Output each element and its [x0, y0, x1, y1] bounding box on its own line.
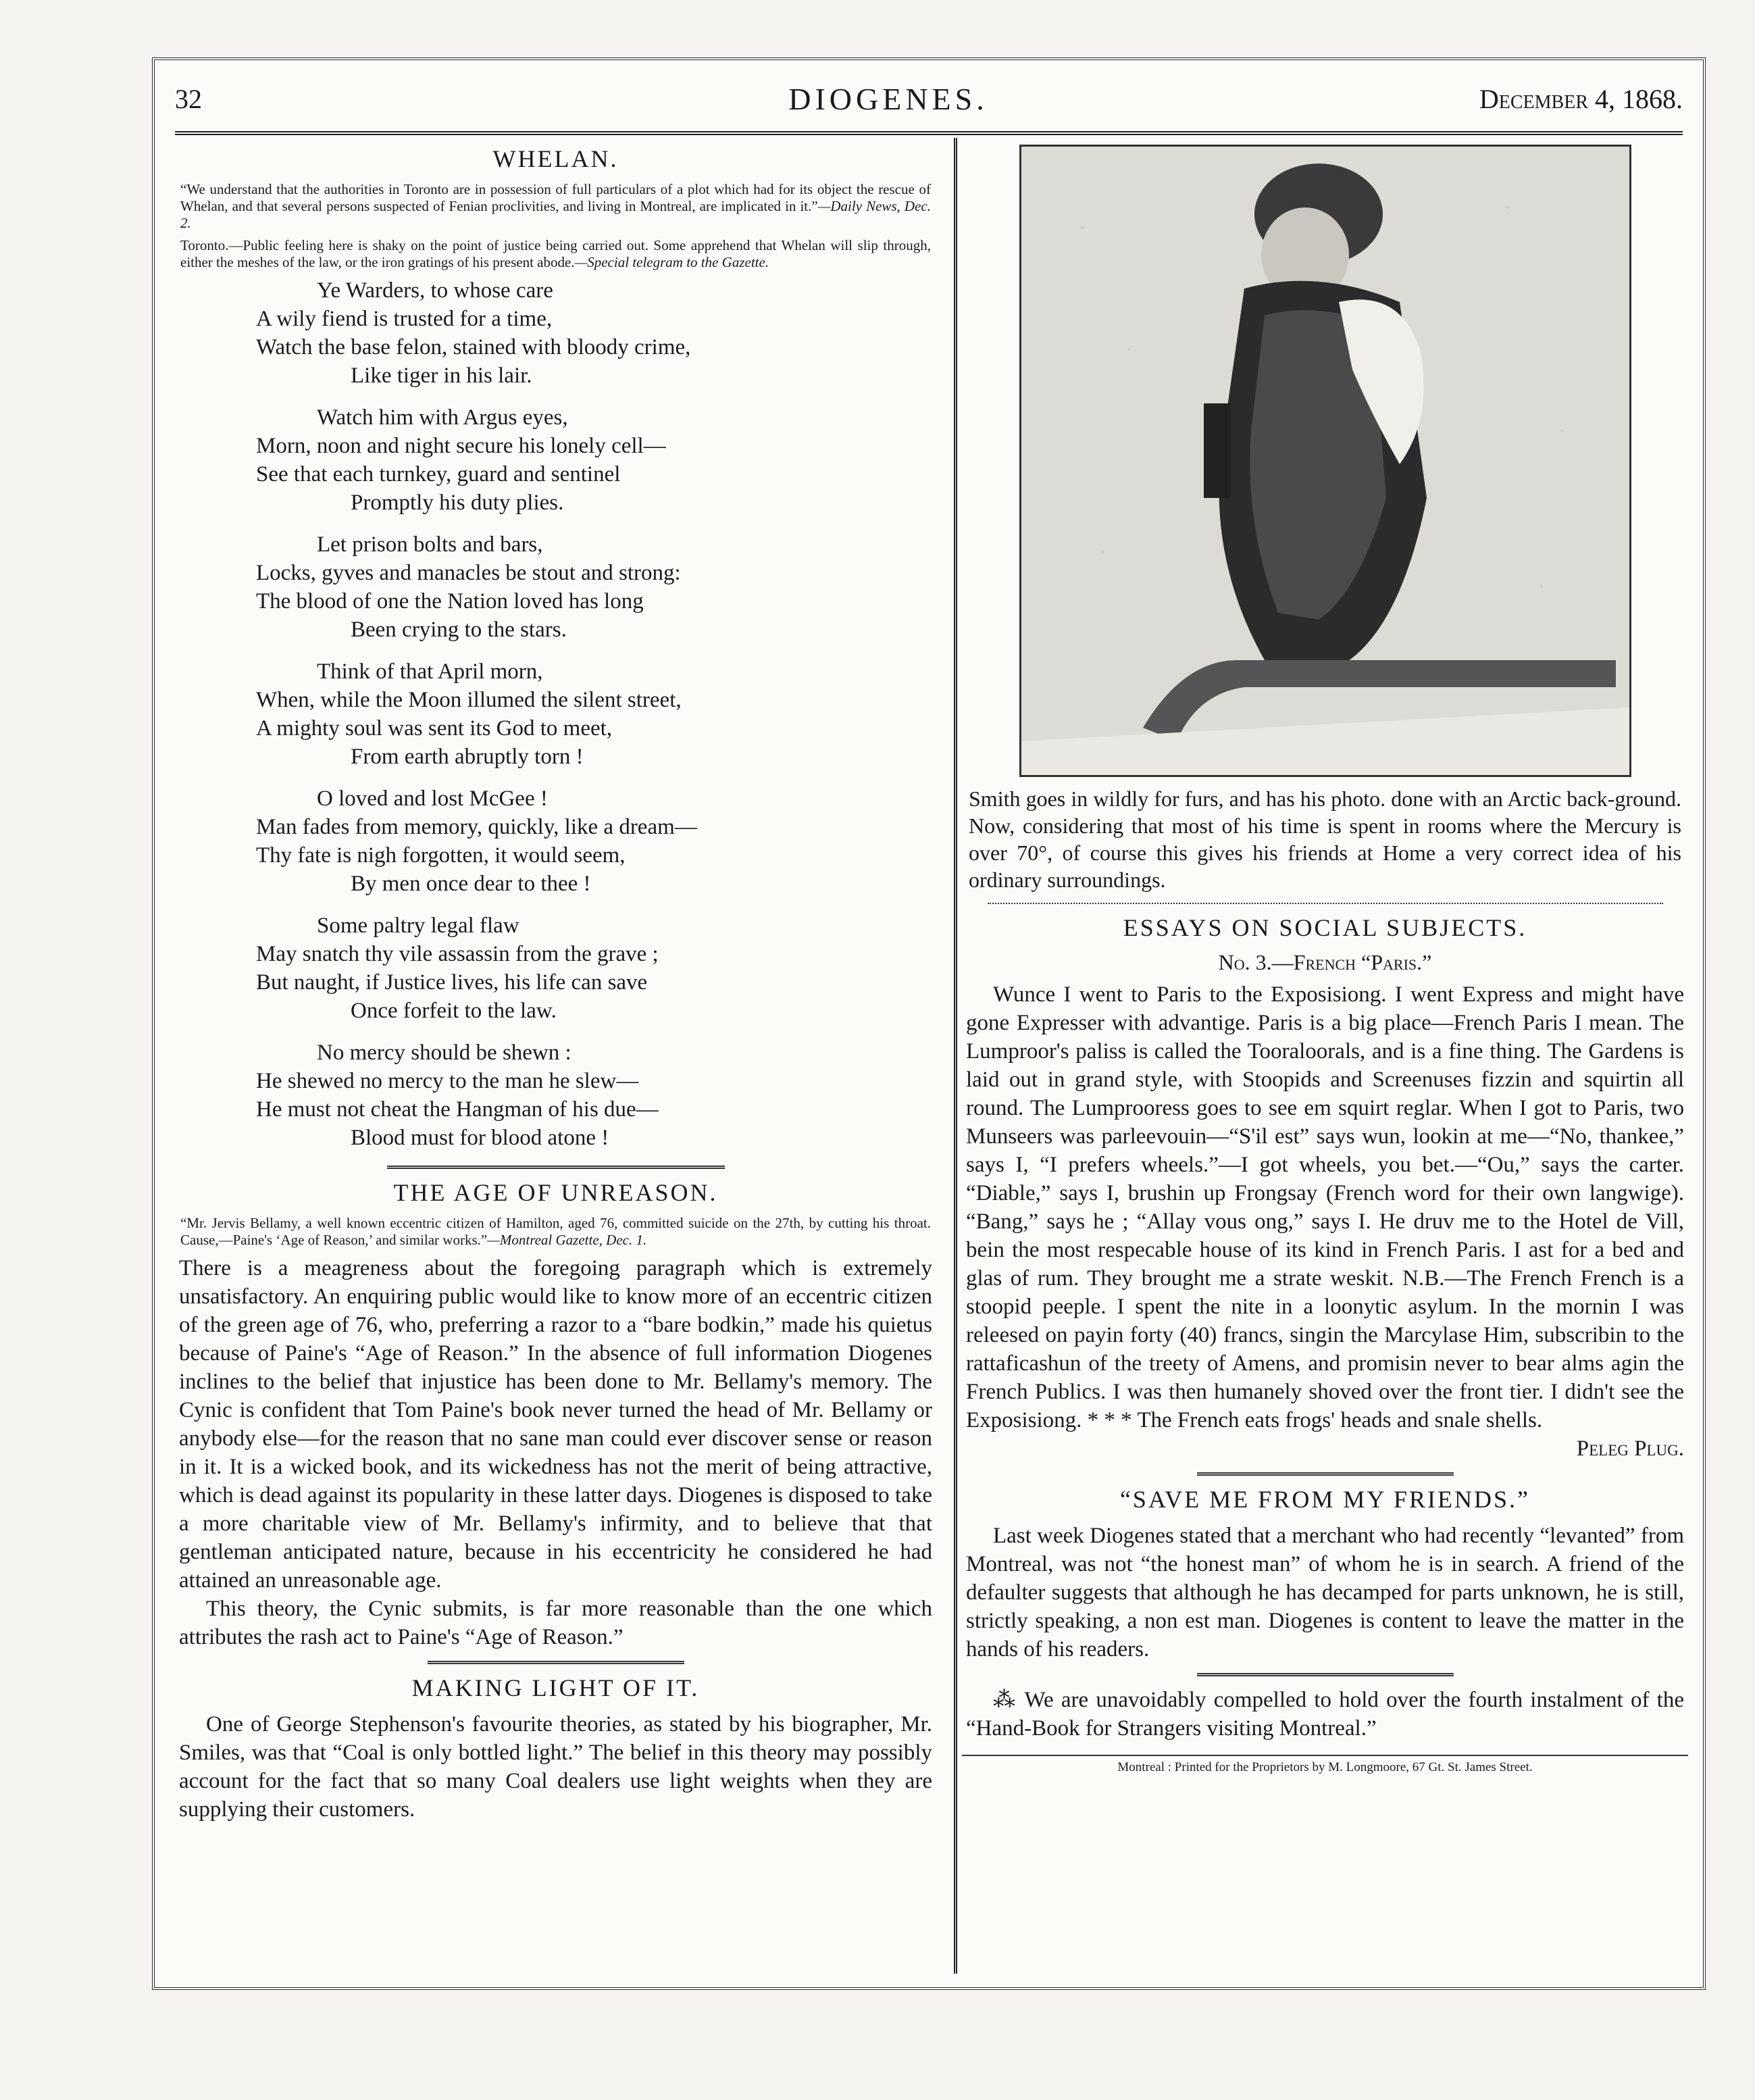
- light-title: MAKING LIGHT OF IT.: [411, 1674, 700, 1701]
- arctic-fur-illustration: [1019, 145, 1631, 777]
- masthead: [175, 67, 1683, 135]
- whelan-title: WHELAN.: [492, 145, 619, 172]
- poem-stanza: No mercy should be shewn : He shewed no mercy to the man he slew— He must not cheat the Hangman of his due— Blood must for blood atone !: [256, 1041, 659, 1150]
- section-rule: [1197, 1673, 1454, 1676]
- illustration-caption: Smith goes in wildly for furs, and has his photo. done with an Arctic back-ground. Now, considering that most of his time is spent in rooms where the Mercury is over 70°, of course this gives his friends at Home a very correct idea of his ordinary surroundings.: [969, 786, 1681, 892]
- poem-stanza: O loved and lost McGee ! Man fades from memory, quickly, like a dream— Thy fate is nigh forgotten, it would seem, By men once dear to thee !: [256, 786, 697, 896]
- poem-stanza: Let prison bolts and bars, Locks, gyves and manacles be stout and strong: The blood of one the Nation loved has long Been crying to the stars.: [256, 532, 681, 642]
- unreason-epigraph: “Mr. Jervis Bellamy, a well known eccentric citizen of Hamilton, aged 76, committed suicide on the 27th, by cutting his throat. Cause,—Paine's ‘Age of Reason,’ and similar works.”—Montreal Gazette, Dec. 1.: [180, 1215, 931, 1248]
- poem-stanza: Ye Warders, to whose care A wily fiend is trusted for a time, Watch the base felon, stained with bloody crime, Like tiger in his lair.: [256, 278, 691, 388]
- page-number: 32: [175, 84, 202, 114]
- section-rule: [988, 903, 1663, 904]
- unreason-title: THE AGE OF UNREASON.: [393, 1179, 718, 1206]
- section-rule: [387, 1166, 725, 1169]
- section-rule: [428, 1661, 684, 1664]
- left-column: [175, 138, 948, 1974]
- essay-signature: Peleg Plug.: [1576, 1436, 1684, 1461]
- poem-stanza: Some paltry legal flaw May snatch thy vile assassin from the grave ; But naught, if Justice lives, his life can save Once forfeit to the law.: [256, 914, 659, 1023]
- unreason-body: There is a meagreness about the foregoing paragraph which is extremely unsatisfactory. An enquiring public would like to know more of an eccentric citizen of the green age of 76, who, preferring a razor to a “bare bodkin,” made his quietus because of Paine's “Age of Reason.” In the absence of full information Diogenes inclines to the belief that injustice has been done to Mr. Bellamy's memory. The Cynic is confident that Tom Paine's book never turned the head of Mr. Bellamy or anybody else—for the reason that no sane man could ever discover sense or reason in it. It is a wicked book, and its wickedness has not the merit of being attractive, which is dead against its popularity in these latter days. Diogenes is disposed to take a more charitable view of Mr. Bellamy's infirmity, and to believe that that gentleman anticipated nature, because in his eccentricity he considered he had attained an unreasonable age. This theory, the Cynic submits, is far more reasonable than the one which attributes the rash act to Paine's “Age of Reason.”: [179, 1256, 932, 1649]
- essays-body: Wunce I went to Paris to the Exposisiong. I went Express and might have gone Expresser with advantige. Paris is a big place—French Paris I mean. The Lumproor's paliss is called the Tooraloorals, and is a fine thing. The Gardens is laid out in grand style, with Stoopids and Screenuses fizzin and squirtin all round. The Lumprooress goes to see em squirt reglar. When I got to Paris, two Munseers was parleevouin—“S'il est” says wun, lookin at me—“No, thankee,” says I, “I prefers wheels.”—I got wheels, you bet.—“Ou,” says the carter. “Diable,” says I, brushin up Frongsay (French word for their own langwige). “Bang,” says he ; “Allay vous ong,” says I. He druv me to the Hotel de Vill, bein the most respecable house of its kind in French Paris. I ast for a bed and glas of rum. They brought me a strate weskit. N.B.—The French French is a stoopid peeple. I spent the nite in a loonytic asylum. In the mornin I was releesed on payin forty (40) francs, singin the Marcylase Him, subscribin to the rattaficashun of the treety of Amens, and promisin never to bear alms agin the French Publics. I was then humanely shoved over the front tier. I didn't see the Exposisiong. * * * The French eats frogs' heads and snale shells. Peleg Plug.: [966, 980, 1684, 1463]
- whelan-epigraph-2: Toronto.—Public feeling here is shaky on the point of justice being carried out. Some apprehend that Whelan will slip through, either the meshes of the law, or the iron gratings of his present abode.—Special telegram to the Gazette.: [180, 237, 931, 270]
- poem-stanza: Think of that April morn, When, while the Moon illumed the silent street, A mighty soul was sent its God to meet, From earth abruptly torn !: [256, 659, 682, 769]
- light-body: One of George Stephenson's favourite theories, as stated by his biographer, Mr. Smiles, was that “Coal is only bottled light.” The belief in this theory may possibly account for the fact that so many Coal dealers use light weights when they are supplying their customers.: [179, 1712, 932, 1822]
- whelan-epigraph-1: “We understand that the authorities in Toronto are in possession of full particulars of a plot which had for its object the rescue of Whelan, and that several persons suspected of Fenian proclivities, and living in Montreal, are implicated in it.”—Daily News, Dec. 2.: [180, 181, 931, 231]
- friends-title: “SAVE ME FROM MY FRIENDS.”: [1119, 1486, 1531, 1513]
- notice-body: ⁂ We are unavoidably compelled to hold over the fourth instalment of the “Hand-Book for Strangers visiting Montreal.”: [966, 1688, 1684, 1741]
- friends-body: Last week Diogenes stated that a merchant who had recently “levanted” from Montreal, was not “the honest man” of whom he is in search. A friend of the defaulter suggests that although he has decamped for parts unknown, he is still, strictly speaking, a non est man. Diogenes is content to leave the matter in the hands of his readers.: [966, 1524, 1684, 1661]
- publication-title: DIOGENES.: [788, 82, 988, 116]
- section-rule: [1197, 1472, 1454, 1476]
- whelan-poem: [256, 276, 936, 1152]
- column-divider: [954, 138, 957, 1974]
- newspaper-page: [152, 57, 1706, 1990]
- issue-date: December 4, 1868.: [1479, 84, 1683, 114]
- poem-stanza: Watch him with Argus eyes, Morn, noon and night secure his lonely cell— See that each turnkey, guard and sentinel Promptly his duty plies.: [256, 405, 666, 515]
- essays-title: ESSAYS ON SOCIAL SUBJECTS.: [1123, 914, 1527, 941]
- printer-imprint: Montreal : Printed for the Proprietors by M. Longmoore, 67 Gt. St. James Street.: [962, 1755, 1688, 1775]
- right-column: [962, 138, 1688, 1974]
- essays-subtitle: No. 3.—French “Paris.”: [1218, 950, 1432, 974]
- engraving-image: [1021, 147, 1629, 775]
